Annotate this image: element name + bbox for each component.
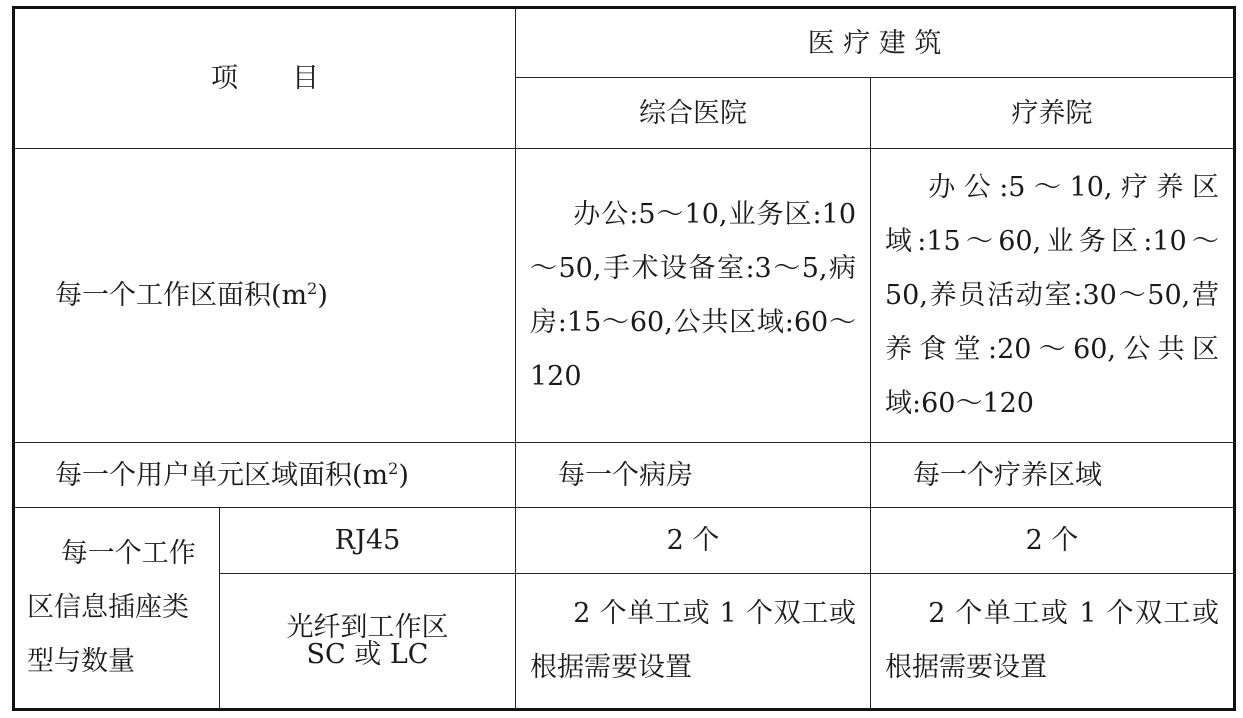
rj45-label-cell xyxy=(220,508,516,574)
work-zone-area-label-sup: 2 xyxy=(307,279,318,298)
header-item-cell xyxy=(14,8,516,149)
work-zone-area-label-suffix: ) xyxy=(317,280,328,311)
header-row-1 xyxy=(14,8,1235,78)
fiber-general-hospital-value: 2 个单工或 1 个双工或根据需要设置 xyxy=(530,598,856,683)
header-general-hospital-cell xyxy=(516,78,871,149)
rj45-label: RJ45 xyxy=(334,525,401,556)
row-work-zone-area xyxy=(14,149,1235,443)
header-sanatorium-label: 疗养院 xyxy=(1011,97,1093,129)
rj45-sanatorium-cell xyxy=(871,508,1235,574)
user-unit-area-label-suffix: ) xyxy=(398,459,409,491)
fiber-sanatorium-value: 2 个单工或 1 个双工或根据需要设置 xyxy=(885,598,1219,683)
header-item-label: 项 目 xyxy=(211,63,319,94)
row-user-unit-area xyxy=(14,443,1235,508)
fiber-sanatorium-cell xyxy=(871,574,1235,710)
work-zone-area-label-cell xyxy=(14,149,516,443)
user-unit-area-label xyxy=(55,460,409,491)
medical-building-spec-table xyxy=(12,6,1236,711)
fiber-label-line1: 光纤到工作区 xyxy=(286,612,449,643)
user-unit-area-label-text: 每一个用户单元区域面积(m xyxy=(55,459,389,491)
user-unit-general-hospital-cell xyxy=(516,443,871,508)
user-unit-area-label-cell xyxy=(14,443,516,508)
work-zone-area-sanatorium-text: 办公:5～10,疗养区域:15～60,业务区:10～50,养员活动室:30～50,营养食堂:20～60,公共区域:60～120 xyxy=(885,171,1219,419)
outlet-group-label-cell xyxy=(14,508,220,710)
user-unit-sanatorium-text: 每一个疗养区域 xyxy=(913,459,1102,491)
rj45-sanatorium-value: 2 个 xyxy=(1025,525,1079,556)
header-sanatorium-cell xyxy=(871,78,1235,149)
fiber-label-cell xyxy=(220,574,516,710)
fiber-label-line2: SC 或 LC xyxy=(306,639,429,670)
outlet-group-label: 每一个工作区信息插座类型与数量 xyxy=(27,538,196,677)
header-group-label: 医 疗 建 筑 xyxy=(807,27,942,59)
header-general-hospital-label: 综合医院 xyxy=(639,97,747,129)
work-zone-area-general-hospital-text: 办公:5～10,业务区:10～50,手术设备室:3～5,病房:15～60,公共区域:60～120 xyxy=(530,198,856,392)
fiber-general-hospital-cell xyxy=(516,574,871,710)
rj45-general-hospital-value: 2 个 xyxy=(666,525,720,556)
user-unit-general-hospital-text: 每一个病房 xyxy=(558,459,693,491)
header-group-cell xyxy=(516,8,1235,78)
rj45-general-hospital-cell xyxy=(516,508,871,574)
row-outlet-rj45 xyxy=(14,508,1235,574)
work-zone-area-general-hospital-cell xyxy=(516,149,871,443)
work-zone-area-label xyxy=(55,280,328,311)
user-unit-area-label-sup: 2 xyxy=(388,458,399,478)
work-zone-area-sanatorium-cell xyxy=(871,149,1235,443)
work-zone-area-label-text: 每一个工作区面积(m xyxy=(55,280,308,311)
user-unit-sanatorium-cell xyxy=(871,443,1235,508)
